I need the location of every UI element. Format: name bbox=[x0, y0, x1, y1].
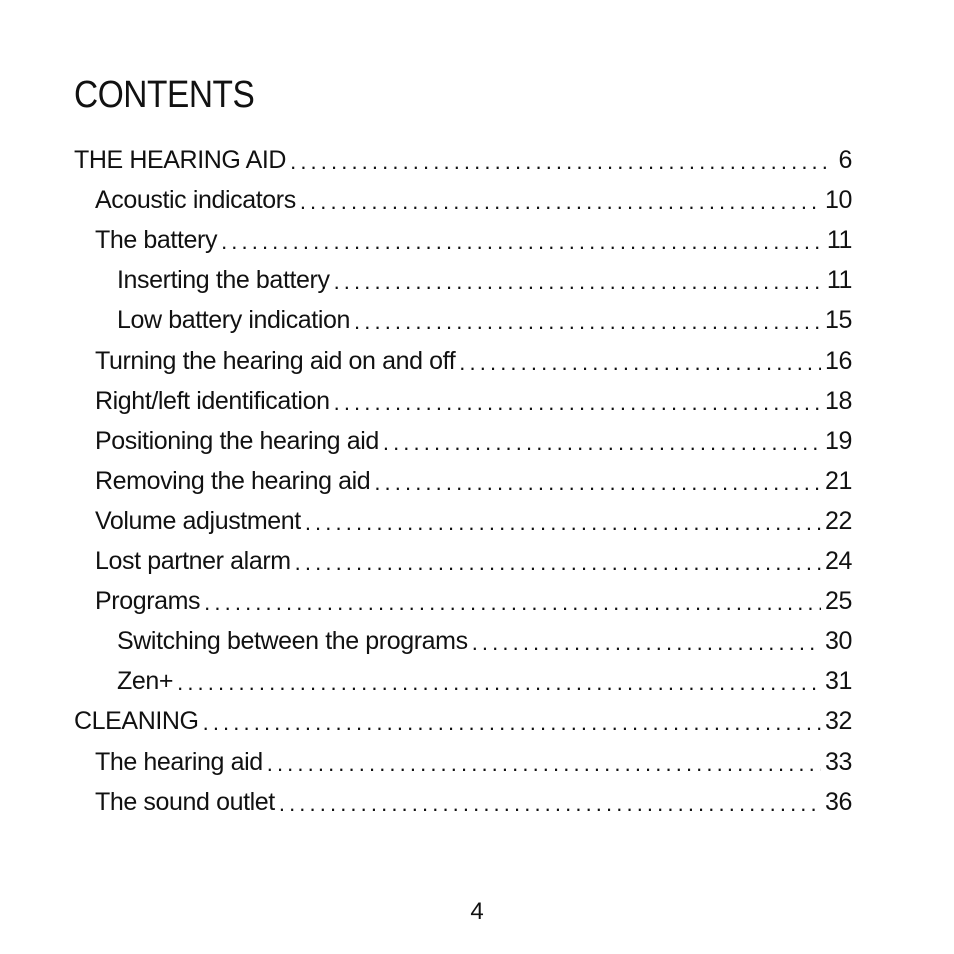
toc-entry-page-number: 10 bbox=[824, 185, 852, 214]
toc-entry-label: Inserting the battery bbox=[117, 265, 330, 294]
toc-entry[interactable] bbox=[95, 742, 852, 782]
toc-entry[interactable] bbox=[95, 421, 852, 461]
toc-dot-leader bbox=[267, 751, 821, 777]
toc-entry-page-number: 21 bbox=[824, 466, 852, 495]
toc-entry[interactable] bbox=[95, 381, 852, 421]
toc-entry-page-number: 11 bbox=[826, 265, 852, 294]
toc-entry-page-number: 6 bbox=[838, 145, 852, 174]
toc-entry-page-number: 18 bbox=[824, 386, 852, 415]
toc-entry[interactable] bbox=[95, 581, 852, 621]
toc-entry-page-number: 16 bbox=[824, 346, 852, 375]
toc-entry-label: Positioning the hearing aid bbox=[95, 426, 379, 455]
toc-entry-label: Zen+ bbox=[117, 666, 174, 695]
toc-entry-page-number: 11 bbox=[826, 225, 852, 254]
toc-entry-label: The sound outlet bbox=[95, 787, 275, 816]
toc-dot-leader bbox=[305, 510, 821, 536]
toc-dot-leader bbox=[204, 590, 821, 616]
toc-entry-page-number: 15 bbox=[824, 305, 852, 334]
toc-entry-page-number: 22 bbox=[824, 506, 852, 535]
toc-entry[interactable] bbox=[117, 300, 852, 340]
toc-entry-label: Volume adjustment bbox=[95, 506, 301, 535]
toc-entry-page-number: 30 bbox=[824, 626, 852, 655]
toc-dot-leader bbox=[472, 630, 821, 656]
toc-entry[interactable] bbox=[74, 701, 852, 741]
toc-entry-label: The battery bbox=[95, 225, 218, 254]
toc-dot-leader bbox=[383, 430, 821, 456]
toc-dot-leader bbox=[374, 470, 821, 496]
toc-entry-page-number: 36 bbox=[824, 787, 852, 816]
toc-dot-leader bbox=[290, 149, 834, 175]
page-number: 4 bbox=[470, 898, 484, 925]
toc-dot-leader bbox=[295, 550, 821, 576]
toc-dot-leader bbox=[221, 229, 823, 255]
page-title: CONTENTS bbox=[74, 74, 255, 116]
toc-dot-leader bbox=[354, 309, 821, 335]
toc-entry[interactable] bbox=[74, 140, 852, 180]
toc-entry-label: The hearing aid bbox=[95, 747, 263, 776]
toc-entry-page-number: 32 bbox=[824, 706, 852, 735]
toc-dot-leader bbox=[459, 350, 821, 376]
toc-dot-leader bbox=[279, 791, 821, 817]
toc-entry[interactable] bbox=[95, 461, 852, 501]
toc-entry[interactable] bbox=[95, 501, 852, 541]
toc-dot-leader bbox=[334, 390, 821, 416]
toc-entry-label: Low battery indication bbox=[117, 305, 351, 334]
toc-entry-label: Switching between the programs bbox=[117, 626, 468, 655]
toc-entry-page-number: 24 bbox=[824, 546, 852, 575]
toc-entry-page-number: 25 bbox=[824, 586, 852, 615]
toc-entry-page-number: 19 bbox=[824, 426, 852, 455]
toc-entry[interactable] bbox=[95, 341, 852, 381]
toc-entry[interactable] bbox=[117, 621, 852, 661]
toc-entry[interactable] bbox=[95, 220, 852, 260]
toc-entry-label: Removing the hearing aid bbox=[95, 466, 371, 495]
toc-entry[interactable] bbox=[95, 180, 852, 220]
toc-entry-label: Programs bbox=[95, 586, 201, 615]
toc-entry[interactable] bbox=[95, 782, 852, 822]
toc-entry-page-number: 31 bbox=[824, 666, 852, 695]
toc-dot-leader bbox=[177, 670, 821, 696]
toc-entry[interactable] bbox=[117, 260, 852, 300]
toc-dot-leader bbox=[300, 189, 821, 215]
toc-entry-page-number: 33 bbox=[824, 747, 852, 776]
toc-entry-label: Lost partner alarm bbox=[95, 546, 291, 575]
toc-entry[interactable] bbox=[117, 661, 852, 701]
toc-entry-label: Turning the hearing aid on and off bbox=[95, 346, 456, 375]
toc-entry-label: CLEANING bbox=[74, 706, 199, 735]
toc-dot-leader bbox=[334, 269, 823, 295]
toc-entry-label: Acoustic indicators bbox=[95, 185, 296, 214]
toc-entry-label: THE HEARING AID bbox=[74, 145, 287, 174]
toc-entry-label: Right/left identification bbox=[95, 386, 330, 415]
toc-entry[interactable] bbox=[95, 541, 852, 581]
toc-dot-leader bbox=[203, 710, 821, 736]
